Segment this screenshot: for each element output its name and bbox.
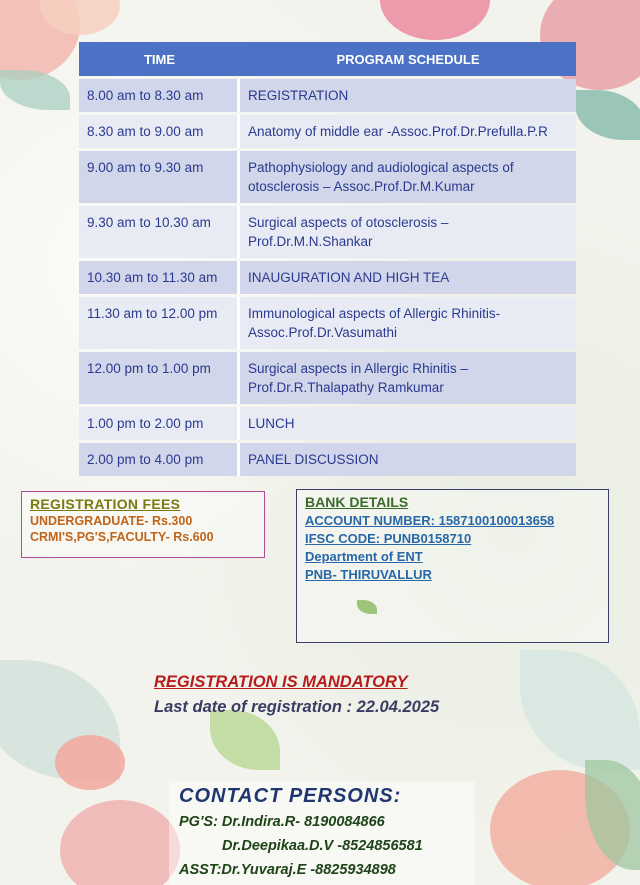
contact-persons-box	[169, 781, 475, 885]
program-cell: REGISTRATION	[240, 79, 576, 112]
contact-line: ASST:Dr.Yuvaraj.E -8825934898	[179, 862, 396, 878]
table-row	[79, 297, 576, 349]
time-cell: 12.00 pm to 1.00 pm	[79, 352, 240, 404]
contact-title: CONTACT PERSONS:	[179, 785, 402, 807]
table-row	[79, 352, 576, 404]
table-row	[79, 261, 576, 294]
program-cell: Surgical aspects of otosclerosis – Prof.Dr.M.N.Shankar	[240, 206, 576, 258]
table-row	[79, 443, 576, 476]
program-cell: INAUGURATION AND HIGH TEA	[240, 261, 576, 294]
time-cell: 10.30 am to 11.30 am	[79, 261, 240, 294]
account-number: ACCOUNT NUMBER: 1587100100013658	[305, 513, 555, 528]
bank-details-box	[296, 489, 609, 643]
table-row	[79, 151, 576, 203]
leaf-icon	[357, 600, 377, 614]
table-row	[79, 407, 576, 440]
program-column-header: PROGRAM SCHEDULE	[240, 42, 576, 76]
bank-title: BANK DETAILS	[305, 494, 409, 510]
time-cell: 9.30 am to 10.30 am	[79, 206, 240, 258]
flower-decoration	[55, 735, 125, 790]
program-cell: PANEL DISCUSSION	[240, 443, 576, 476]
contact-line: Dr.Deepikaa.D.V -8524856581	[222, 838, 423, 854]
contact-line: PG'S: Dr.Indira.R- 8190084866	[179, 814, 385, 830]
program-cell: Immunological aspects of Allergic Rhinitis- Assoc.Prof.Dr.Vasumathi	[240, 297, 576, 349]
fee-line: CRMI'S,PG'S,FACULTY- Rs.600	[30, 530, 214, 544]
fees-title: REGISTRATION FEES	[30, 496, 181, 512]
fee-line: UNDERGRADUATE- Rs.300	[30, 514, 193, 528]
program-schedule-table	[79, 39, 576, 479]
program-cell: Pathophysiology and audiological aspects of otosclerosis – Assoc.Prof.Dr.M.Kumar	[240, 151, 576, 203]
time-cell: 1.00 pm to 2.00 pm	[79, 407, 240, 440]
table-header-row	[79, 42, 576, 76]
registration-fees-box	[21, 491, 265, 558]
ifsc-code: IFSC CODE: PUNB0158710	[305, 531, 472, 546]
table-row	[79, 206, 576, 258]
time-cell: 8.00 am to 8.30 am	[79, 79, 240, 112]
time-cell: 11.30 am to 12.00 pm	[79, 297, 240, 349]
time-cell: 9.00 am to 9.30 am	[79, 151, 240, 203]
bank-branch: PNB- THIRUVALLUR	[305, 567, 432, 582]
last-date-notice: Last date of registration : 22.04.2025	[154, 698, 440, 716]
table-row	[79, 79, 576, 112]
time-cell: 2.00 pm to 4.00 pm	[79, 443, 240, 476]
department: Department of ENT	[305, 549, 423, 564]
table-row	[79, 115, 576, 148]
time-cell: 8.30 am to 9.00 am	[79, 115, 240, 148]
program-cell: LUNCH	[240, 407, 576, 440]
program-cell: Anatomy of middle ear -Assoc.Prof.Dr.Prefulla.P.R	[240, 115, 576, 148]
time-column-header: TIME	[79, 42, 240, 76]
program-cell: Surgical aspects in Allergic Rhinitis – Prof.Dr.R.Thalapathy Ramkumar	[240, 352, 576, 404]
registration-mandatory-notice: REGISTRATION IS MANDATORY	[154, 673, 408, 691]
